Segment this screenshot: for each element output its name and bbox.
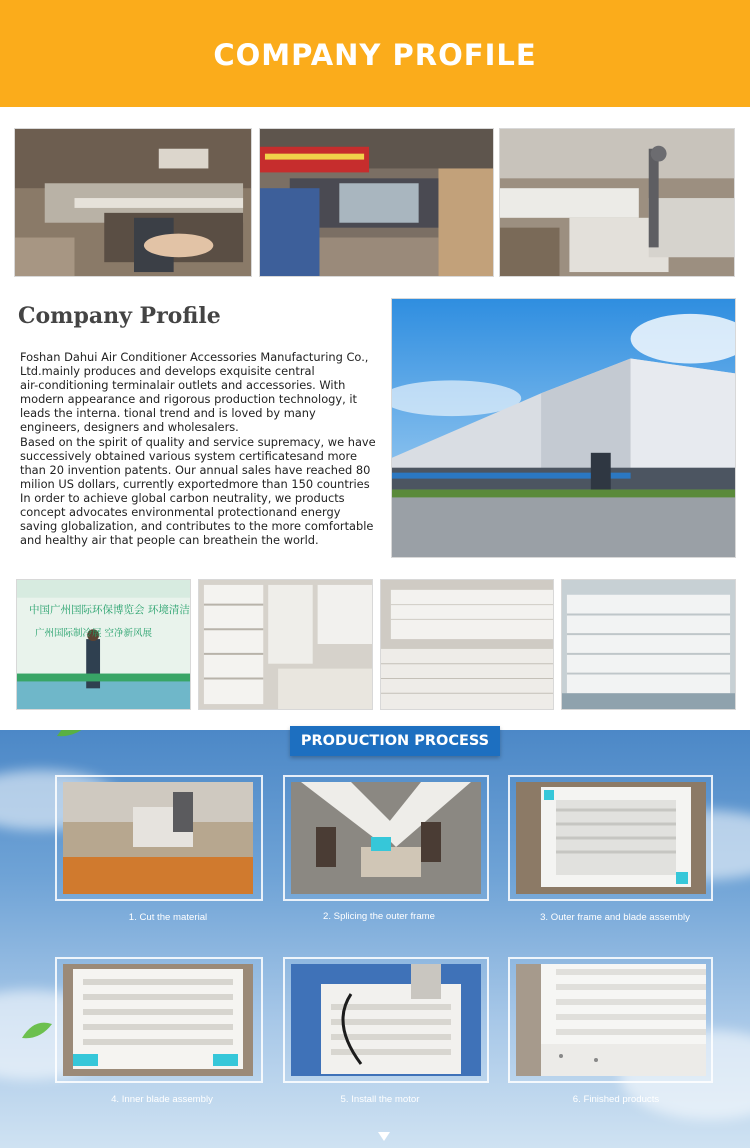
factory-photo-machine xyxy=(499,128,735,277)
product-grille-photo xyxy=(380,579,554,710)
exhibition-photo xyxy=(16,579,191,710)
profile-line: successively obtained various system certificatesand more xyxy=(20,448,357,463)
step-4-caption: 4. Inner blade assembly xyxy=(111,1094,213,1105)
profile-line: In order to achieve global carbon neutrality, we products xyxy=(20,490,345,505)
exhibition-sign-line1: 中国广州国际环保博览会 环境清洁 xyxy=(29,604,190,616)
product-stack-photo xyxy=(198,579,373,710)
profile-line: and healthy air that people can breathein the world. xyxy=(20,533,319,548)
process-title: PRODUCTION PROCESS xyxy=(290,726,500,756)
profile-paragraph xyxy=(20,350,385,547)
profile-line: leads the interna. tional trend and is loved by many xyxy=(20,406,316,421)
profile-line: saving globalization, and contributes to the more comfortable xyxy=(20,519,374,534)
banner-title: COMPANY PROFILE xyxy=(213,38,537,72)
profile-line: engineers, designers and wholesalers. xyxy=(20,420,239,435)
profile-line: concept advocates environmental protectionand energy xyxy=(20,505,341,520)
leaf-decoration xyxy=(55,730,95,740)
step-3-photo xyxy=(516,782,706,894)
leaf-decoration xyxy=(20,1020,54,1042)
profile-banner xyxy=(0,0,750,107)
product-warehouse-photo xyxy=(561,579,736,710)
step-2-photo xyxy=(291,782,481,894)
profile-line: air-conditioning terminalair outlets and accessories. With xyxy=(20,378,346,393)
profile-line: modern appearance and rigorous production technology, it xyxy=(20,392,358,407)
step-5-caption: 5. Install the motor xyxy=(340,1094,420,1105)
profile-line: Ltd.mainly produces and develops exquisite central xyxy=(20,364,315,379)
process-title-badge xyxy=(290,726,500,756)
profile-line: milion US dollars, currently exportedmore than 150 countries xyxy=(20,476,370,491)
factory-building-photo xyxy=(391,298,736,558)
step-6-caption: 6. Finished products xyxy=(572,1094,660,1105)
profile-heading: Company Profile xyxy=(18,303,221,329)
profile-line: Based on the spirit of quality and service supremacy, we have xyxy=(20,434,376,449)
step-4-photo xyxy=(63,964,253,1076)
step-3-caption: 3. Outer frame and blade assembly xyxy=(540,912,690,923)
step-2-caption: 2. Splicing the outer frame xyxy=(323,911,435,922)
factory-photo-workshop xyxy=(259,128,494,277)
exhibition-sign-line2: 广州国际制冷展 空净新风展 xyxy=(35,628,153,639)
profile-line: Foshan Dahui Air Conditioner Accessories Manufacturing Co., xyxy=(20,350,369,364)
profile-line: than 20 invention patents. Our annual sales have reached 80 xyxy=(20,462,371,477)
step-1-caption: 1. Cut the material xyxy=(128,912,208,923)
step-1-photo xyxy=(63,782,253,894)
step-5-photo xyxy=(291,964,481,1076)
step-6-photo xyxy=(516,964,706,1076)
down-arrow-icon xyxy=(378,1132,390,1141)
factory-photo-cutting xyxy=(14,128,252,277)
